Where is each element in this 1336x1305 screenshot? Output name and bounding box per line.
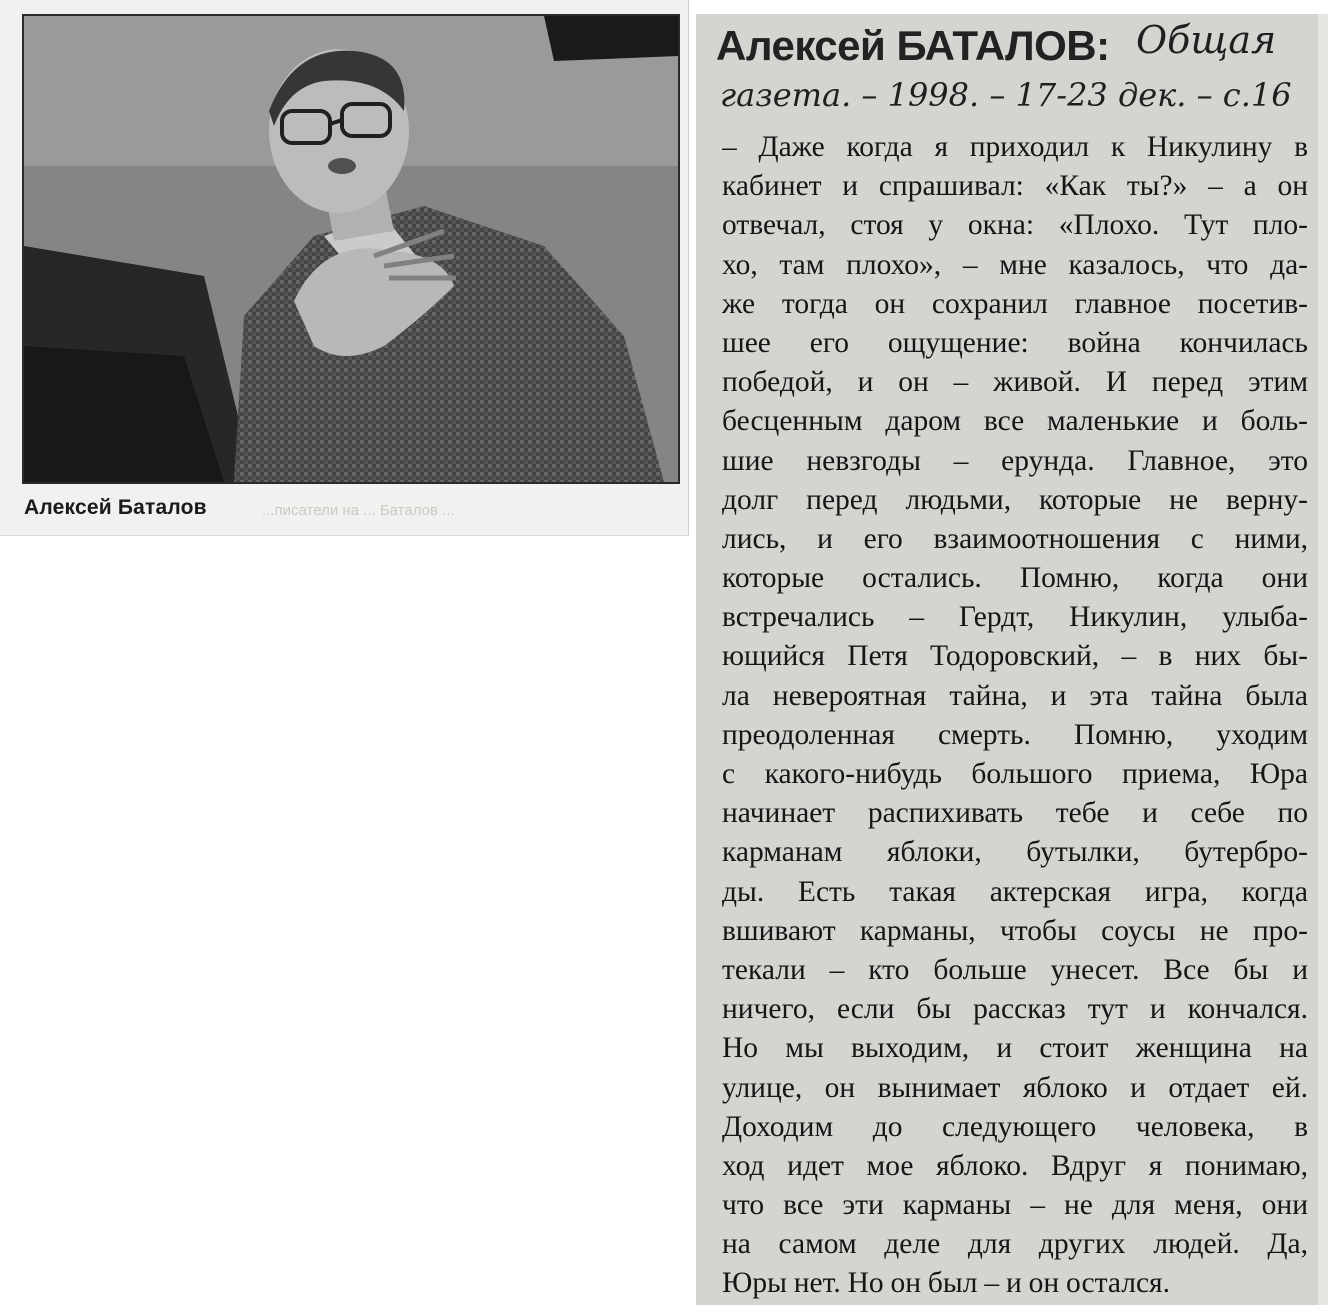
portrait-illustration <box>24 16 678 482</box>
article-line: Но мы выходим, и стоит женщина на <box>722 1032 1308 1065</box>
article-line: что все эти карманы – не для меня, они <box>722 1189 1308 1222</box>
article-line: вшивают карманы, чтобы соусы не про- <box>722 914 1308 947</box>
article-line: победой, и он – живой. И перед этим <box>722 366 1308 399</box>
article-line: ход идет мое яблоко. Вдруг я понимаю, <box>722 1149 1308 1182</box>
article-line: бесценным даром все маленькие и боль- <box>722 405 1308 438</box>
article-line: – Даже когда я приходил к Никулину в <box>722 131 1308 163</box>
article-line: которые остались. Помню, когда они <box>722 562 1308 595</box>
portrait-photo <box>22 14 680 484</box>
article-line: на самом деле для других людей. Да, <box>722 1228 1308 1261</box>
article-line: хо, там плохо», – мне казалось, что да- <box>722 248 1308 281</box>
article-line: ничего, если бы рассказ тут и кончался. <box>722 993 1308 1026</box>
article-line: Юры нет. Но он был – и он остался. <box>722 1267 1170 1300</box>
photo-caption: Алексей Баталов <box>24 496 207 519</box>
article-line: с какого-нибудь большого приема, Юра <box>722 758 1308 790</box>
photo-clipping <box>0 0 689 536</box>
article-line: преодоленная смерть. Помню, уходим <box>722 718 1308 751</box>
article-clipping <box>696 14 1328 1305</box>
article-line: кабинет и спрашивал: «Как ты?» – а он <box>722 170 1308 203</box>
article-line: долг перед людьми, которые не верну- <box>722 483 1308 516</box>
article-line: отвечал, стоя у окна: «Плохо. Тут пло- <box>722 209 1308 242</box>
article-line: текали – кто больше унесет. Все бы и <box>722 953 1308 986</box>
article-line: ла невероятная тайна, и эта тайна была <box>722 679 1308 712</box>
handwritten-source-note-line2: газета. – 1998. – 17-23 дек. – с.16 <box>720 76 1292 114</box>
article-line: лись, и его взаимоотношения с ними, <box>722 522 1308 555</box>
article-line: же тогда он сохранил главное посетив- <box>722 287 1308 320</box>
article-line: карманам яблоки, бутылки, бутербро- <box>722 836 1308 869</box>
article-body <box>722 128 1308 1304</box>
article-headline: Алексей БАТАЛОВ: <box>716 22 1110 69</box>
article-line: ющийся Петя Тодоровский, – в них бы- <box>722 640 1308 673</box>
handwritten-source-note-line1: Общая <box>1136 18 1277 62</box>
article-line: улице, он вынимает яблоко и отдает ей. <box>722 1071 1308 1104</box>
article-line: начинает распихивать тебе и себе по <box>722 797 1308 830</box>
article-line: шее его ощущение: война кончилась <box>722 326 1308 359</box>
bleed-through-text: ...писатели на ... Баталов ... <box>262 502 455 519</box>
article-line: Доходим до следующего человека, в <box>722 1110 1308 1143</box>
article-line: ды. Есть такая актерская игра, когда <box>722 875 1308 908</box>
clipping-edge <box>1318 14 1328 1305</box>
article-line: встречались – Гердт, Никулин, улыба- <box>722 601 1308 634</box>
article-line: шие невзгоды – ерунда. Главное, это <box>722 444 1308 477</box>
